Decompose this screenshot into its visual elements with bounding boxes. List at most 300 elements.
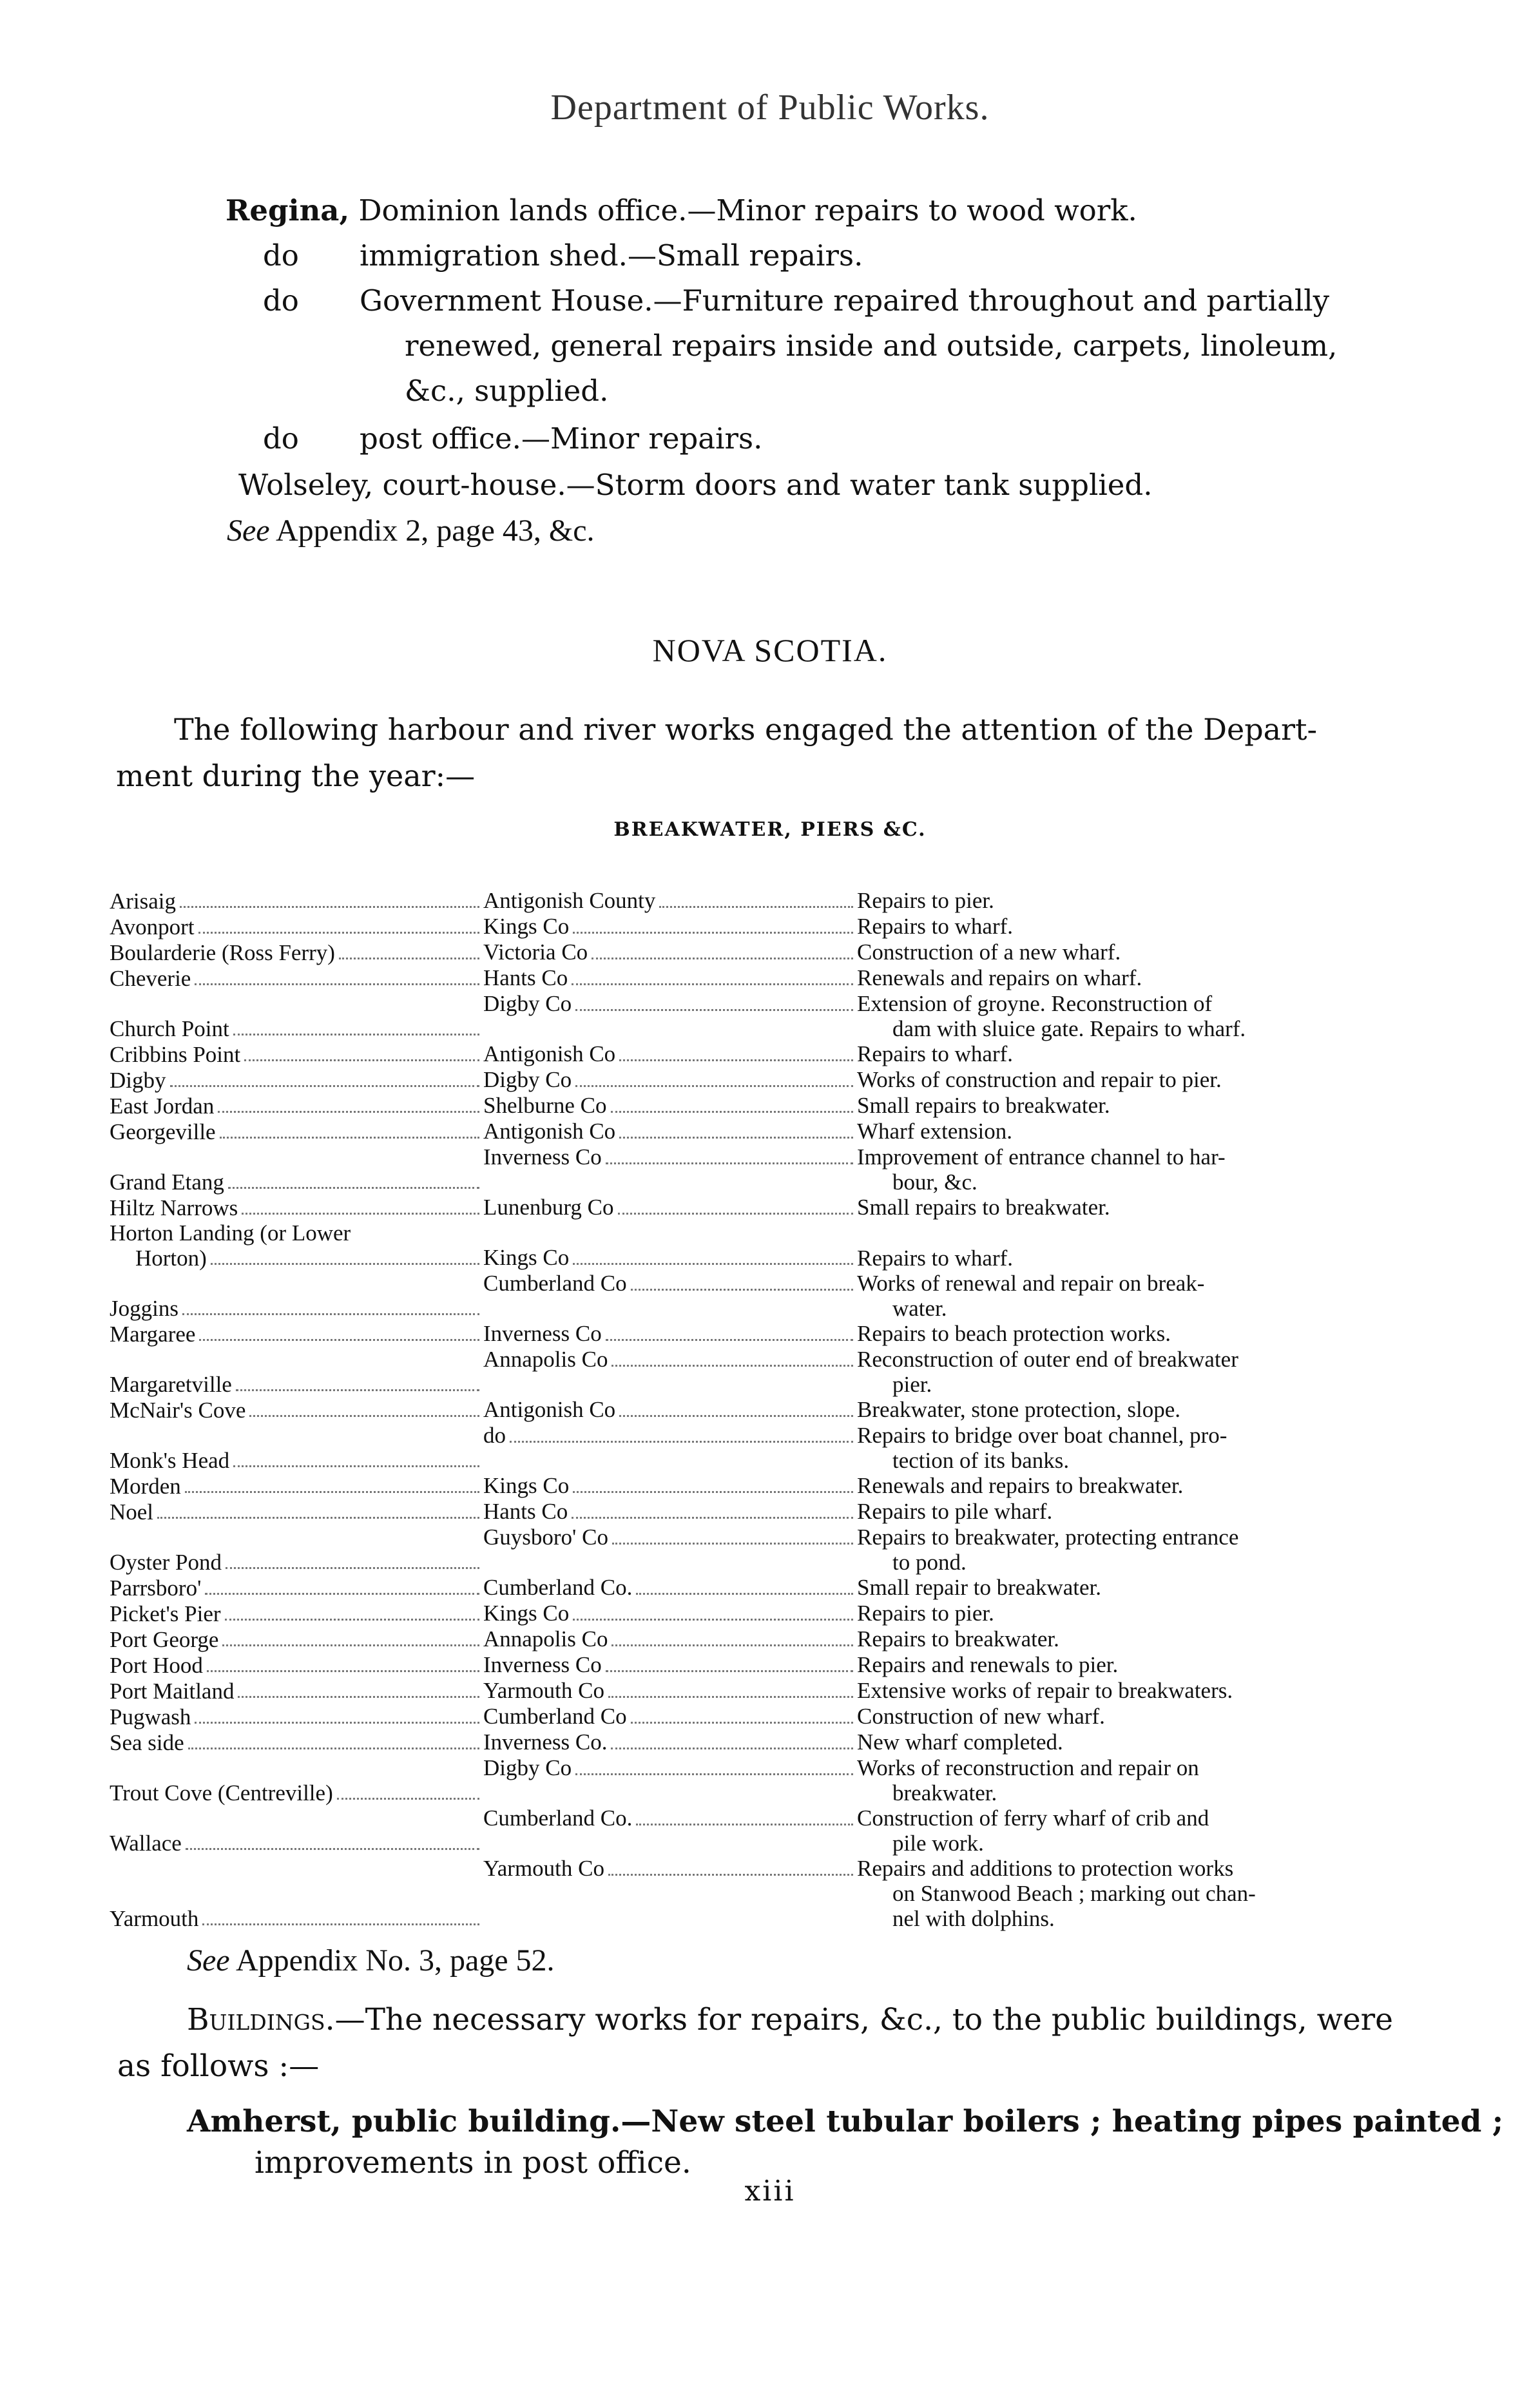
description-cont: bour, &c. <box>892 1170 977 1195</box>
county-name: Cumberland Co <box>483 1704 627 1729</box>
county-name: Cumberland Co. <box>483 1805 633 1831</box>
county-name: Victoria Co <box>483 939 588 965</box>
dot-leader <box>608 1696 853 1698</box>
table-row <box>110 1499 1437 1525</box>
place-name: Digby <box>110 1068 166 1093</box>
table-row <box>110 1473 1437 1499</box>
place-name: Picket's Pier <box>110 1601 221 1626</box>
description: Breakwater, stone protection, slope. <box>857 1397 1181 1422</box>
description-cell <box>857 888 1437 914</box>
county-name: Hants Co <box>483 1499 568 1524</box>
description: Works of renewal and repair on break- <box>857 1271 1205 1296</box>
description: Renewals and repairs to breakwater. <box>857 1473 1184 1498</box>
dot-leader <box>606 1162 853 1164</box>
dot-leader <box>606 1670 853 1672</box>
description-cont: breakwater. <box>892 1780 997 1805</box>
place-name: Joggins <box>110 1296 178 1321</box>
place-name: East Jordan <box>110 1093 215 1119</box>
place-cell <box>110 1397 483 1423</box>
description-cell <box>857 1119 1437 1144</box>
county-cell <box>483 965 857 991</box>
description-cont: pier. <box>892 1372 932 1397</box>
place-name: do <box>263 238 299 273</box>
place-name: Parrsboro' <box>110 1575 202 1601</box>
county-name: Inverness Co <box>483 1652 602 1677</box>
county-name: Kings Co <box>483 1601 570 1626</box>
dot-leader <box>510 1441 853 1443</box>
appendix-ref: Appendix 2, page 43, &c. <box>275 514 595 548</box>
dot-leader <box>182 1313 479 1315</box>
county-cell <box>483 1473 857 1499</box>
place-cell <box>110 1271 483 1321</box>
county-cell <box>483 1271 857 1321</box>
buildings-para-line-2: as follows :— <box>117 2048 320 2084</box>
place-name: Grand Etang <box>110 1170 224 1195</box>
place-cell <box>110 1601 483 1626</box>
county-name: Inverness Co <box>483 1321 602 1346</box>
description-cell <box>857 1499 1437 1525</box>
dot-leader <box>236 1389 479 1391</box>
table-row <box>110 1271 1437 1321</box>
dot-leader <box>195 983 479 985</box>
appendix-ref: Appendix No. 3, page 52. <box>235 1943 555 1978</box>
table-row <box>110 888 1437 914</box>
see-word: See <box>227 514 270 548</box>
county-cell <box>483 1067 857 1093</box>
county-cell <box>483 1119 857 1144</box>
place-cell <box>110 1499 483 1525</box>
description-cell <box>857 1805 1437 1856</box>
place-name: Georgeville <box>110 1119 216 1144</box>
description-cell <box>857 1473 1437 1499</box>
county-cell <box>483 991 857 1041</box>
dot-leader <box>611 1748 853 1749</box>
county-name: Kings Co <box>483 1473 570 1498</box>
description-cell <box>857 1856 1437 1931</box>
regina-entry-3-cont1: renewed, general repairs inside and outside, carpets, linoleum, <box>405 329 1338 363</box>
table-row <box>110 1195 1437 1220</box>
table-row <box>110 1321 1437 1347</box>
place-name: do <box>263 421 299 456</box>
county-name: do <box>483 1423 506 1448</box>
dot-leader <box>226 1567 479 1569</box>
description-cell <box>857 1575 1437 1601</box>
dot-leader <box>575 1009 853 1011</box>
place-cell <box>110 1093 483 1119</box>
county-cell <box>483 888 857 914</box>
intro-line-1: The following harbour and river works engaged the attention of the Depart- <box>174 712 1318 747</box>
description: Repairs to wharf. <box>857 1246 1014 1271</box>
dot-leader <box>573 1491 853 1493</box>
table-row <box>110 1220 1437 1271</box>
table-row <box>110 1575 1437 1601</box>
county-cell <box>483 1423 857 1473</box>
dot-leader <box>233 1034 479 1035</box>
page-number: xiii <box>744 2175 796 2208</box>
entry-text: post office.—Minor repairs. <box>360 421 763 456</box>
dot-leader <box>572 983 853 985</box>
description-cell <box>857 1423 1437 1473</box>
description: Repairs to bridge over boat channel, pro- <box>857 1423 1227 1448</box>
place-name: Cheverie <box>110 966 191 991</box>
place-name: Regina, <box>226 193 350 227</box>
place-cell <box>110 1704 483 1729</box>
entry-text: immigration shed.—Small repairs. <box>360 238 863 273</box>
amherst-line-2: improvements in post office. <box>255 2145 691 2181</box>
table-row <box>110 1755 1437 1805</box>
table-row <box>110 1347 1437 1397</box>
county-name: Digby Co <box>483 1067 572 1092</box>
table-row <box>110 1729 1437 1755</box>
description: Repairs to breakwater. <box>857 1626 1059 1651</box>
place-name: Port Maitland <box>110 1679 235 1704</box>
description-cell <box>857 1144 1437 1195</box>
county-cell <box>483 1397 857 1423</box>
regina-entry-2 <box>263 233 863 278</box>
dot-leader <box>211 1263 479 1265</box>
place-cell <box>110 1423 483 1473</box>
description: Wharf extension. <box>857 1119 1013 1144</box>
description-cell <box>857 1067 1437 1093</box>
county-name: Guysboro' Co <box>483 1525 608 1550</box>
dot-leader <box>339 958 479 959</box>
dot-leader <box>180 906 479 908</box>
place-name: Pugwash <box>110 1704 191 1729</box>
dot-leader <box>611 1111 853 1113</box>
description: Construction of ferry wharf of crib and <box>857 1805 1209 1831</box>
table-row <box>110 939 1437 965</box>
description: Renewals and repairs on wharf. <box>857 965 1142 990</box>
table-row <box>110 1652 1437 1678</box>
table-row <box>110 1856 1437 1931</box>
table-row <box>110 1423 1437 1473</box>
county-name: Cumberland Co. <box>483 1575 633 1600</box>
dot-leader <box>222 1644 479 1646</box>
county-name: Digby Co <box>483 991 572 1016</box>
place-cell <box>110 1805 483 1856</box>
description-cell <box>857 1246 1437 1271</box>
description: Improvement of entrance channel to har- <box>857 1144 1226 1170</box>
place-cell <box>110 1144 483 1195</box>
county-cell <box>483 1601 857 1626</box>
place-cell <box>110 1525 483 1575</box>
dot-leader <box>218 1111 479 1113</box>
place-cell <box>110 1041 483 1067</box>
subheading: BREAKWATER, PIERS &C. <box>613 818 927 841</box>
dot-leader <box>573 1619 853 1621</box>
description-cell <box>857 939 1437 965</box>
dot-leader <box>249 1415 479 1417</box>
description-cont: water. <box>892 1296 947 1321</box>
county-name: Digby Co <box>483 1755 572 1780</box>
county-name: Antigonish County <box>483 888 656 913</box>
place-name-cont: Horton) <box>135 1246 207 1271</box>
county-cell <box>483 1041 857 1067</box>
regina-entry-3 <box>263 278 1329 323</box>
table-row <box>110 1144 1437 1195</box>
description: Extension of groyne. Reconstruction of <box>857 991 1213 1016</box>
county-cell <box>483 1525 857 1575</box>
place-name: Port Hood <box>110 1653 203 1678</box>
place-cell <box>110 1755 483 1805</box>
county-cell <box>483 1652 857 1678</box>
county-cell <box>483 1856 857 1931</box>
description-cell <box>857 1755 1437 1805</box>
description: Repairs to pier. <box>857 1601 994 1626</box>
regina-entry-4 <box>263 416 762 461</box>
dot-leader <box>242 1213 479 1215</box>
table-row <box>110 1041 1437 1067</box>
place-name: Horton Landing (or Lower <box>110 1220 351 1246</box>
place-cell <box>110 1321 483 1347</box>
description-cell <box>857 1321 1437 1347</box>
place-cell <box>110 1575 483 1601</box>
place-name: Margaretville <box>110 1372 232 1397</box>
place-name: Boularderie (Ross Ferry) <box>110 940 335 965</box>
place-name: McNair's Cove <box>110 1398 246 1423</box>
description-cell <box>857 914 1437 939</box>
place-cell <box>110 1678 483 1704</box>
place-name: Avonport <box>110 914 195 939</box>
description: Repairs to breakwater, protecting entrance <box>857 1525 1239 1550</box>
description-cell <box>857 1652 1437 1678</box>
county-cell <box>483 939 857 965</box>
place-name: Arisaig <box>110 889 177 914</box>
county-cell <box>483 1144 857 1195</box>
table-row <box>110 1067 1437 1093</box>
description: Reconstruction of outer end of breakwater <box>857 1347 1238 1372</box>
place-name: Sea side <box>110 1730 184 1755</box>
dot-leader <box>202 1923 479 1925</box>
description: Small repairs to breakwater. <box>857 1093 1110 1118</box>
dot-leader <box>636 1593 853 1595</box>
dot-leader <box>611 1644 853 1646</box>
description: Extensive works of repair to breakwaters. <box>857 1678 1233 1703</box>
description-cont: dam with sluice gate. Repairs to wharf. <box>892 1016 1246 1041</box>
dot-leader <box>233 1465 479 1467</box>
county-name: Inverness Co <box>483 1144 602 1170</box>
county-cell <box>483 1575 857 1601</box>
amherst-line-1: Amherst, public building.—New steel tubular boilers ; heating pipes painted ; <box>187 2104 1504 2139</box>
description: New wharf completed. <box>857 1729 1063 1755</box>
buildings-text: —The necessary works for repairs, &c., to the public buildings, were <box>334 2002 1393 2037</box>
place-cell <box>110 1473 483 1499</box>
table-row <box>110 1805 1437 1856</box>
place-cell <box>110 1729 483 1755</box>
intro-line-2: ment during the year:— <box>116 758 476 793</box>
dot-leader <box>225 1619 479 1621</box>
place-cell <box>110 1856 483 1931</box>
dot-leader <box>659 906 853 908</box>
dot-leader <box>157 1517 479 1519</box>
place-cell <box>110 1626 483 1652</box>
place-cell <box>110 1652 483 1678</box>
county-name: Antigonish Co <box>483 1041 616 1066</box>
description-cell <box>857 1525 1437 1575</box>
description: Repairs to pier. <box>857 888 994 913</box>
place-cell <box>110 965 483 991</box>
county-name: Antigonish Co <box>483 1397 616 1422</box>
description-cell <box>857 1601 1437 1626</box>
description: Construction of a new wharf. <box>857 939 1121 965</box>
dot-leader <box>619 1059 853 1061</box>
place-name: Cribbins Point <box>110 1042 241 1067</box>
table-row <box>110 1704 1437 1729</box>
buildings-para-line-1 <box>187 1998 1393 2043</box>
description-cell <box>857 1678 1437 1704</box>
county-cell <box>483 1499 857 1525</box>
table-row <box>110 1525 1437 1575</box>
dot-leader <box>186 1848 479 1850</box>
dot-leader <box>592 958 853 959</box>
dot-leader <box>205 1593 479 1595</box>
description-cell <box>857 1093 1437 1119</box>
works-table <box>110 888 1437 1931</box>
description: Works of reconstruction and repair on <box>857 1755 1199 1780</box>
entry-text: Dominion lands office.—Minor repairs to wood work. <box>358 193 1137 227</box>
county-cell <box>483 1704 857 1729</box>
dot-leader <box>198 932 479 934</box>
regina-entry-3-cont2: &c., supplied. <box>405 374 609 408</box>
dot-leader <box>207 1670 479 1672</box>
county-name: Yarmouth Co <box>483 1678 605 1703</box>
dot-leader <box>618 1213 853 1215</box>
county-cell <box>483 1626 857 1652</box>
county-cell <box>483 1729 857 1755</box>
regina-entry-1 <box>226 188 1137 233</box>
county-cell <box>483 914 857 939</box>
dot-leader <box>572 1517 853 1519</box>
place-cell <box>110 1195 483 1220</box>
place-name: Margaree <box>110 1322 196 1347</box>
table-row <box>110 1119 1437 1144</box>
dot-leader <box>612 1543 853 1545</box>
wolseley-entry: Wolseley, court-house.—Storm doors and water tank supplied. <box>238 468 1153 502</box>
place-name: Yarmouth <box>110 1906 199 1931</box>
dot-leader <box>575 1085 853 1087</box>
county-name: Annapolis Co <box>483 1626 608 1651</box>
entry-text: Government House.—Furniture repaired throughout and partially <box>360 284 1330 318</box>
description: Repairs to wharf. <box>857 1041 1014 1066</box>
description: Small repairs to breakwater. <box>857 1195 1110 1220</box>
county-name: Inverness Co. <box>483 1729 608 1755</box>
county-name: Hants Co <box>483 965 568 990</box>
description: Repairs and additions to protection works <box>857 1856 1234 1881</box>
place-name: Wallace <box>110 1831 182 1856</box>
county-name: Annapolis Co <box>483 1347 608 1372</box>
section-title: NOVA SCOTIA. <box>652 632 888 668</box>
dot-leader <box>244 1059 479 1061</box>
table-row <box>110 1601 1437 1626</box>
description-cont: on Stanwood Beach ; marking out chan- <box>892 1881 1256 1906</box>
county-cell <box>483 1347 857 1397</box>
place-name: Hiltz Narrows <box>110 1195 238 1220</box>
place-cell <box>110 1067 483 1093</box>
dot-leader <box>619 1137 853 1139</box>
dot-leader <box>575 1773 853 1775</box>
place-name: Noel <box>110 1499 154 1525</box>
description-cell <box>857 965 1437 991</box>
place-name: do <box>263 284 299 318</box>
dot-leader <box>337 1798 479 1800</box>
place-cell <box>110 939 483 965</box>
see-appendix-2 <box>227 513 595 548</box>
county-name: Cumberland Co <box>483 1271 627 1296</box>
page-header: Department of Public Works. <box>550 88 990 128</box>
dot-leader <box>606 1339 853 1341</box>
dot-leader <box>573 932 853 934</box>
table-row <box>110 1093 1437 1119</box>
dot-leader <box>195 1722 479 1724</box>
see-appendix-3 <box>187 1943 555 1978</box>
description-cont: nel with dolphins. <box>892 1906 1055 1931</box>
dot-leader <box>220 1137 479 1139</box>
place-name: Trout Cove (Centreville) <box>110 1780 333 1805</box>
dot-leader <box>199 1339 479 1341</box>
dot-leader <box>188 1748 479 1749</box>
county-cell <box>483 1805 857 1856</box>
dot-leader <box>636 1824 853 1825</box>
description-cell <box>857 1397 1437 1423</box>
dot-leader <box>631 1722 853 1724</box>
county-cell <box>483 1755 857 1805</box>
county-name: Kings Co <box>483 1245 570 1270</box>
description-cont: to pond. <box>892 1550 967 1575</box>
dot-leader <box>608 1874 853 1876</box>
place-cell <box>110 1220 483 1271</box>
place-name: Monk's Head <box>110 1448 230 1473</box>
county-cell <box>483 1195 857 1220</box>
place-cell <box>110 991 483 1041</box>
description: Construction of new wharf. <box>857 1704 1105 1729</box>
table-row <box>110 991 1437 1041</box>
description-cell <box>857 1704 1437 1729</box>
place-name: Church Point <box>110 1016 229 1041</box>
table-row <box>110 1678 1437 1704</box>
dot-leader <box>631 1289 853 1291</box>
description-cell <box>857 991 1437 1041</box>
county-name: Kings Co <box>483 914 570 939</box>
county-cell <box>483 1321 857 1347</box>
dot-leader <box>170 1085 480 1087</box>
place-name: Port George <box>110 1627 219 1652</box>
county-name: Yarmouth Co <box>483 1856 605 1881</box>
place-name: Oyster Pond <box>110 1550 222 1575</box>
dot-leader <box>228 1187 479 1189</box>
table-row <box>110 1397 1437 1423</box>
description-cell <box>857 1195 1437 1220</box>
description: Repairs to wharf. <box>857 914 1014 939</box>
dot-leader <box>573 1263 853 1265</box>
buildings-label: Buildings. <box>187 2002 335 2037</box>
county-name: Shelburne Co <box>483 1093 607 1118</box>
county-cell <box>483 1678 857 1704</box>
place-cell <box>110 888 483 914</box>
description: Works of construction and repair to pier. <box>857 1067 1222 1092</box>
description: Repairs to beach protection works. <box>857 1321 1171 1346</box>
description: Small repair to breakwater. <box>857 1575 1102 1600</box>
table-row <box>110 1626 1437 1652</box>
description-cont: pile work. <box>892 1831 984 1856</box>
place-cell <box>110 914 483 939</box>
place-cell <box>110 1119 483 1144</box>
description-cell <box>857 1347 1437 1397</box>
dot-leader <box>611 1365 853 1367</box>
description-cell <box>857 1626 1437 1652</box>
table-row <box>110 914 1437 939</box>
description-cell <box>857 1729 1437 1755</box>
county-cell <box>483 1093 857 1119</box>
